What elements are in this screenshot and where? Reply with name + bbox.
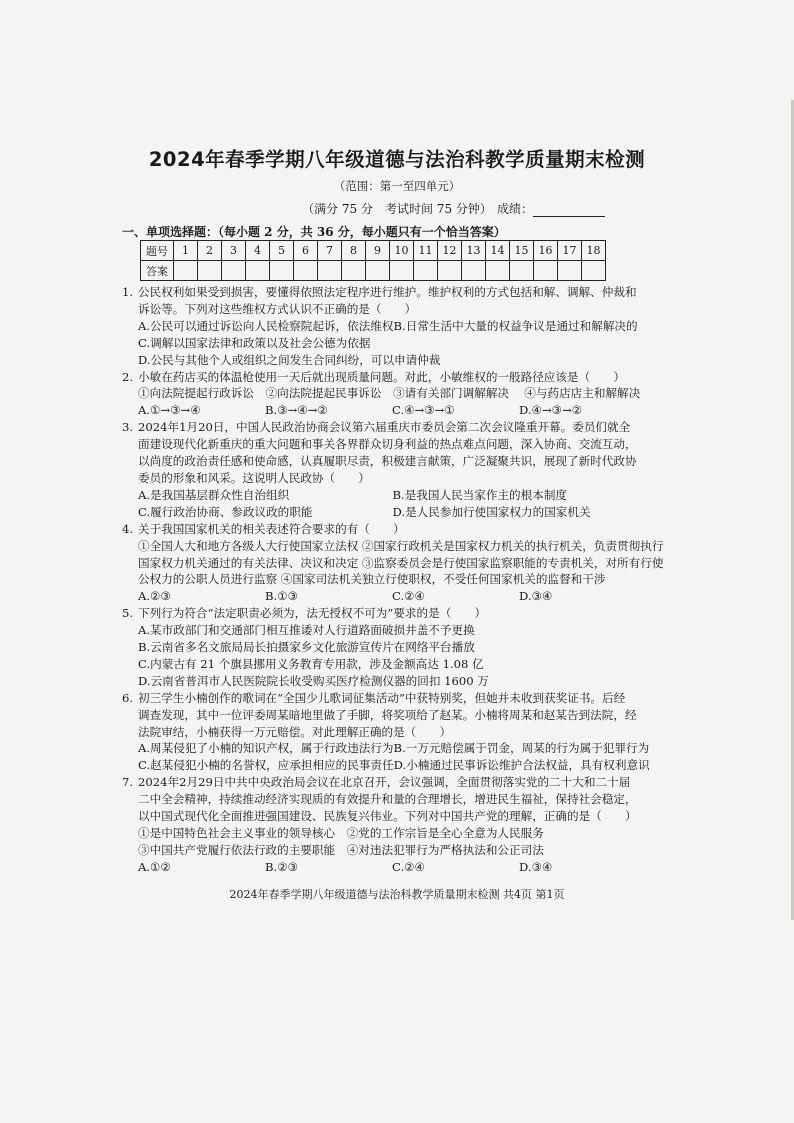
answer-option: C.调解以国家法律和政策以及社会公德为依据 [138,335,371,350]
answer-cell[interactable] [462,261,486,281]
answer-option: C.赵某侵犯小楠的名誉权，应承担相应的民事责任 [138,758,394,773]
answer-cell[interactable] [198,261,222,281]
answer-option: D.③④ [519,589,553,604]
question-number-cell: 15 [510,241,534,261]
question-stem-line [122,571,647,588]
question-number: 1. [122,285,134,299]
answer-option: D.云南省普洱市人民医院院长收受购买医疗检测仪器的回扣 1600 万 [138,673,489,688]
option-row [122,352,647,369]
option-row [122,639,647,656]
option-row [122,588,647,605]
row-label: 题号 [141,241,174,261]
answer-option: D.小楠通过民事诉讼维护合法权益，具有权利意识 [393,758,650,773]
option-row [122,487,647,504]
question-text: 以中国式现代化全面推进强国建设、民族复兴伟业。下列对中国共产党的理解，正确的是（ ） [138,809,637,824]
question-number-cell: 1 [174,241,198,261]
answer-cell[interactable] [318,261,342,281]
exam-scope: （范围：第一至四单元） [333,179,461,193]
question-stem-line [122,470,647,487]
question [122,690,650,775]
answer-cell[interactable] [174,261,198,281]
answer-option: A.公民可以通过诉讼向人民检察院起诉，依法维权 [138,318,394,333]
page-footer: 2024年春季学期八年级道德与法治科教学质量期末检测 共4页 第1页 [229,888,565,901]
answer-cell[interactable] [414,261,438,281]
option-row [122,385,647,402]
answer-option: B.日常生活中大量的权益争议是通过和解解决的 [393,318,638,333]
answer-option: ①是中国特色社会主义事业的领导核心 ②党的工作宗旨是全心全意为人民服务 [138,826,544,840]
question-text: 2024年1月20日，中国人民政治协商会议第六届重庆市委员会第二次会议隆重开幕。委员们就全 [138,420,631,435]
answer-cell[interactable] [222,261,246,281]
question [122,774,647,875]
question [122,605,647,690]
question-number-cell: 4 [246,241,270,261]
question-number: 3. [122,420,134,435]
question-stem-line [122,284,647,301]
question-stem-line [122,605,647,622]
option-row [122,757,650,774]
answer-option: C.②④ [392,589,425,604]
row-label: 答案 [141,261,174,281]
question-number: 6. [122,690,134,705]
question-text: 小敏在药店买的体温枪使用一天后就出现质量问题。对此，小敏维权的一般路径应该是（ ） [138,369,625,384]
answer-cell[interactable] [438,261,462,281]
answer-cell[interactable] [582,261,606,281]
answer-cell[interactable] [558,261,582,281]
question-text: ①全国人大和地方各级人大行使国家立法权 ②国家行政机关是国家权力机关的执行机关，负责贯彻执行 [138,538,664,553]
option-row [122,825,647,842]
question-stem-line [122,301,647,318]
question-stem-line [122,538,664,555]
question-number-cell: 12 [438,241,462,261]
question-number-cell: 6 [294,241,318,261]
question-text: 法院审结，小楠获得一万元赔偿。对此理解正确的是（ ） [138,724,452,739]
answer-row [141,261,606,281]
option-row [122,318,647,335]
question-number-cell: 17 [558,241,582,261]
question-number: 5. [122,606,134,621]
answer-option: C.履行政治协商、参政议政的职能 [138,504,313,519]
question-stem-line [122,555,664,572]
question-number-cell: 10 [390,241,414,261]
answer-table [140,240,606,281]
answer-option: A.是我国基层群众性自治组织 [138,487,290,502]
answer-cell[interactable] [486,261,510,281]
answer-option: B.云南省多名文旅局局长拍摄家乡文化旅游宣传片在网络平台播放 [138,640,475,655]
answer-option: B.③→④→② [265,403,328,418]
question-number-cell: 9 [366,241,390,261]
score-field[interactable] [497,200,605,217]
question-number: 4. [122,521,134,536]
question-number-cell: 16 [534,241,558,261]
question-text: 委员的形象和风采。这说明人民政协（ ） [138,470,370,485]
question-list [122,284,664,876]
option-row [122,622,647,639]
question-stem-line [122,419,647,436]
answer-option: D.公民与其他个人或组织之间发生合同纠纷，可以申请仲裁 [138,352,441,367]
question-text: 以尚度的政治责任感和使命感，认真履职尽责，积极建言献策，广泛凝聚共识，展现了新时代政协 [138,454,637,469]
section-heading: 一、单项选择题：（每小题 2 分，共 36 分，每小题只有一个恰当答案） [122,225,506,239]
answer-cell[interactable] [366,261,390,281]
answer-option: B.①③ [265,589,298,604]
answer-option: B.②③ [265,859,298,874]
question-number-cell: 5 [270,241,294,261]
question-number-cell: 3 [222,241,246,261]
answer-option: A.②③ [138,589,171,604]
question-number-cell: 2 [198,241,222,261]
answer-option: ③中国共产党履行依法行政的主要职能 ④对违法犯罪行为严格执法和公正司法 [138,842,544,857]
answer-cell[interactable] [390,261,414,281]
option-row [122,656,647,673]
question-stem-line [122,707,647,724]
option-row [122,740,650,757]
question [122,369,647,420]
answer-option: A.某市政部门和交通部门相互推诿对人行道路面破损井盖不予更换 [138,623,475,638]
question-number: 7. [122,775,134,790]
option-row [122,402,647,419]
question-text: 国家权力机关通过的有关法律、决议和决定 ③监察委员会是行使国家监察职能的专责机关，对所有行使 [138,555,664,570]
question-text: 公民权利如果受到损害，要懂得依照法定程序进行维护。维护权利的方式包括和解、调解、仲裁和 [138,285,637,299]
question-text: 公权力的公职人员进行监察 ④国家司法机关独立行使职权，不受任何国家机关的监督和干涉 [138,572,606,587]
answer-cell[interactable] [510,261,534,281]
question-stem-line [122,453,647,470]
option-row [122,842,647,859]
question-stem-line [122,690,647,707]
question-number: 2. [122,369,134,384]
question [122,419,647,520]
question-stem-line [122,774,647,791]
question-text: 初三学生小楠创作的歌词在“全国少儿歌词征集活动”中获特别奖，但她并未收到获奖证书。后经 [138,690,626,705]
question-number-cell: 18 [582,241,606,261]
answer-cell[interactable] [294,261,318,281]
score-label: 成绩： [497,202,534,216]
question-text: 关于我国国家机关的相关表述符合要求的有（ ） [138,521,405,536]
question-number-cell: 11 [414,241,438,261]
answer-option: A.①② [138,859,171,874]
option-row [122,859,647,876]
question-number-cell: 13 [462,241,486,261]
answer-option: C.④→③→① [392,403,455,418]
answer-cell[interactable] [270,261,294,281]
answer-option: B.是我国人民当家作主的根本制度 [392,487,568,502]
question-number-cell: 14 [486,241,510,261]
question-text: 2024年2月29日中共中央政治局会议在北京召开，会议强调，全面贯彻落实党的二十大和二十届 [138,775,631,790]
answer-cell[interactable] [342,261,366,281]
answer-cell[interactable] [246,261,270,281]
answer-option: C.②④ [392,859,425,874]
question [122,521,664,606]
answer-option: D.④→③→② [519,403,583,418]
question-stem-line [122,436,647,453]
question-text: 二中全会精神，持续推动经济实现质的有效提升和量的合理增长，增进民生福祉，保持社会稳定， [138,792,637,807]
answer-option: A.①→③→④ [138,403,201,418]
answer-option: A.周某侵犯了小楠的知识产权，属于行政违法行为 [138,741,394,756]
question-number-row [141,241,606,261]
answer-option: ①向法院提起行政诉讼 ②向法院提起民事诉讼 ③请有关部门调解解决 ④与药店店主和解解决 [138,386,641,401]
exam-meta: （满分 75 分 考试时间 75 分钟） [302,202,492,216]
option-row [122,673,647,690]
answer-cell[interactable] [534,261,558,281]
answer-option: C.内蒙古有 21 个旗县挪用义务教育专用款，涉及金额高达 1.08 亿 [138,656,484,671]
question-stem-line [122,521,647,538]
answer-option: D.③④ [519,859,553,874]
question-stem-line [122,724,647,741]
question [122,284,647,369]
question-stem-line [122,369,647,386]
answer-option: B.一万元赔偿属于罚金，周某的行为属于犯罪行为 [393,741,650,756]
question-stem-line [122,808,647,825]
score-blank[interactable] [533,204,605,217]
question-text: 下列行为符合“法定职责必须为，法无授权不可为”要求的是（ ） [138,606,487,621]
answer-option: D.是人民参加行使国家权力的国家机关 [392,504,591,519]
option-row [122,335,647,352]
question-text: 面建设现代化新重庆的重大问题和事关各界群众切身利益的热点难点问题，深入协商、交流互动， [138,437,637,452]
exam-title: 2024年春季学期八年级道德与法治科教学质量期末检测 [148,148,646,171]
question-number-cell: 8 [342,241,366,261]
question-text: 诉讼等。下列对这些维权方式认识不正确的是（ ） [138,301,417,316]
question-stem-line [122,791,647,808]
question-text: 调查发现，其中一位评委周某暗地里做了手脚，将奖项给了赵某。小楠将周某和赵某告到法院，经 [138,707,637,722]
option-row [122,504,647,521]
question-number-cell: 7 [318,241,342,261]
